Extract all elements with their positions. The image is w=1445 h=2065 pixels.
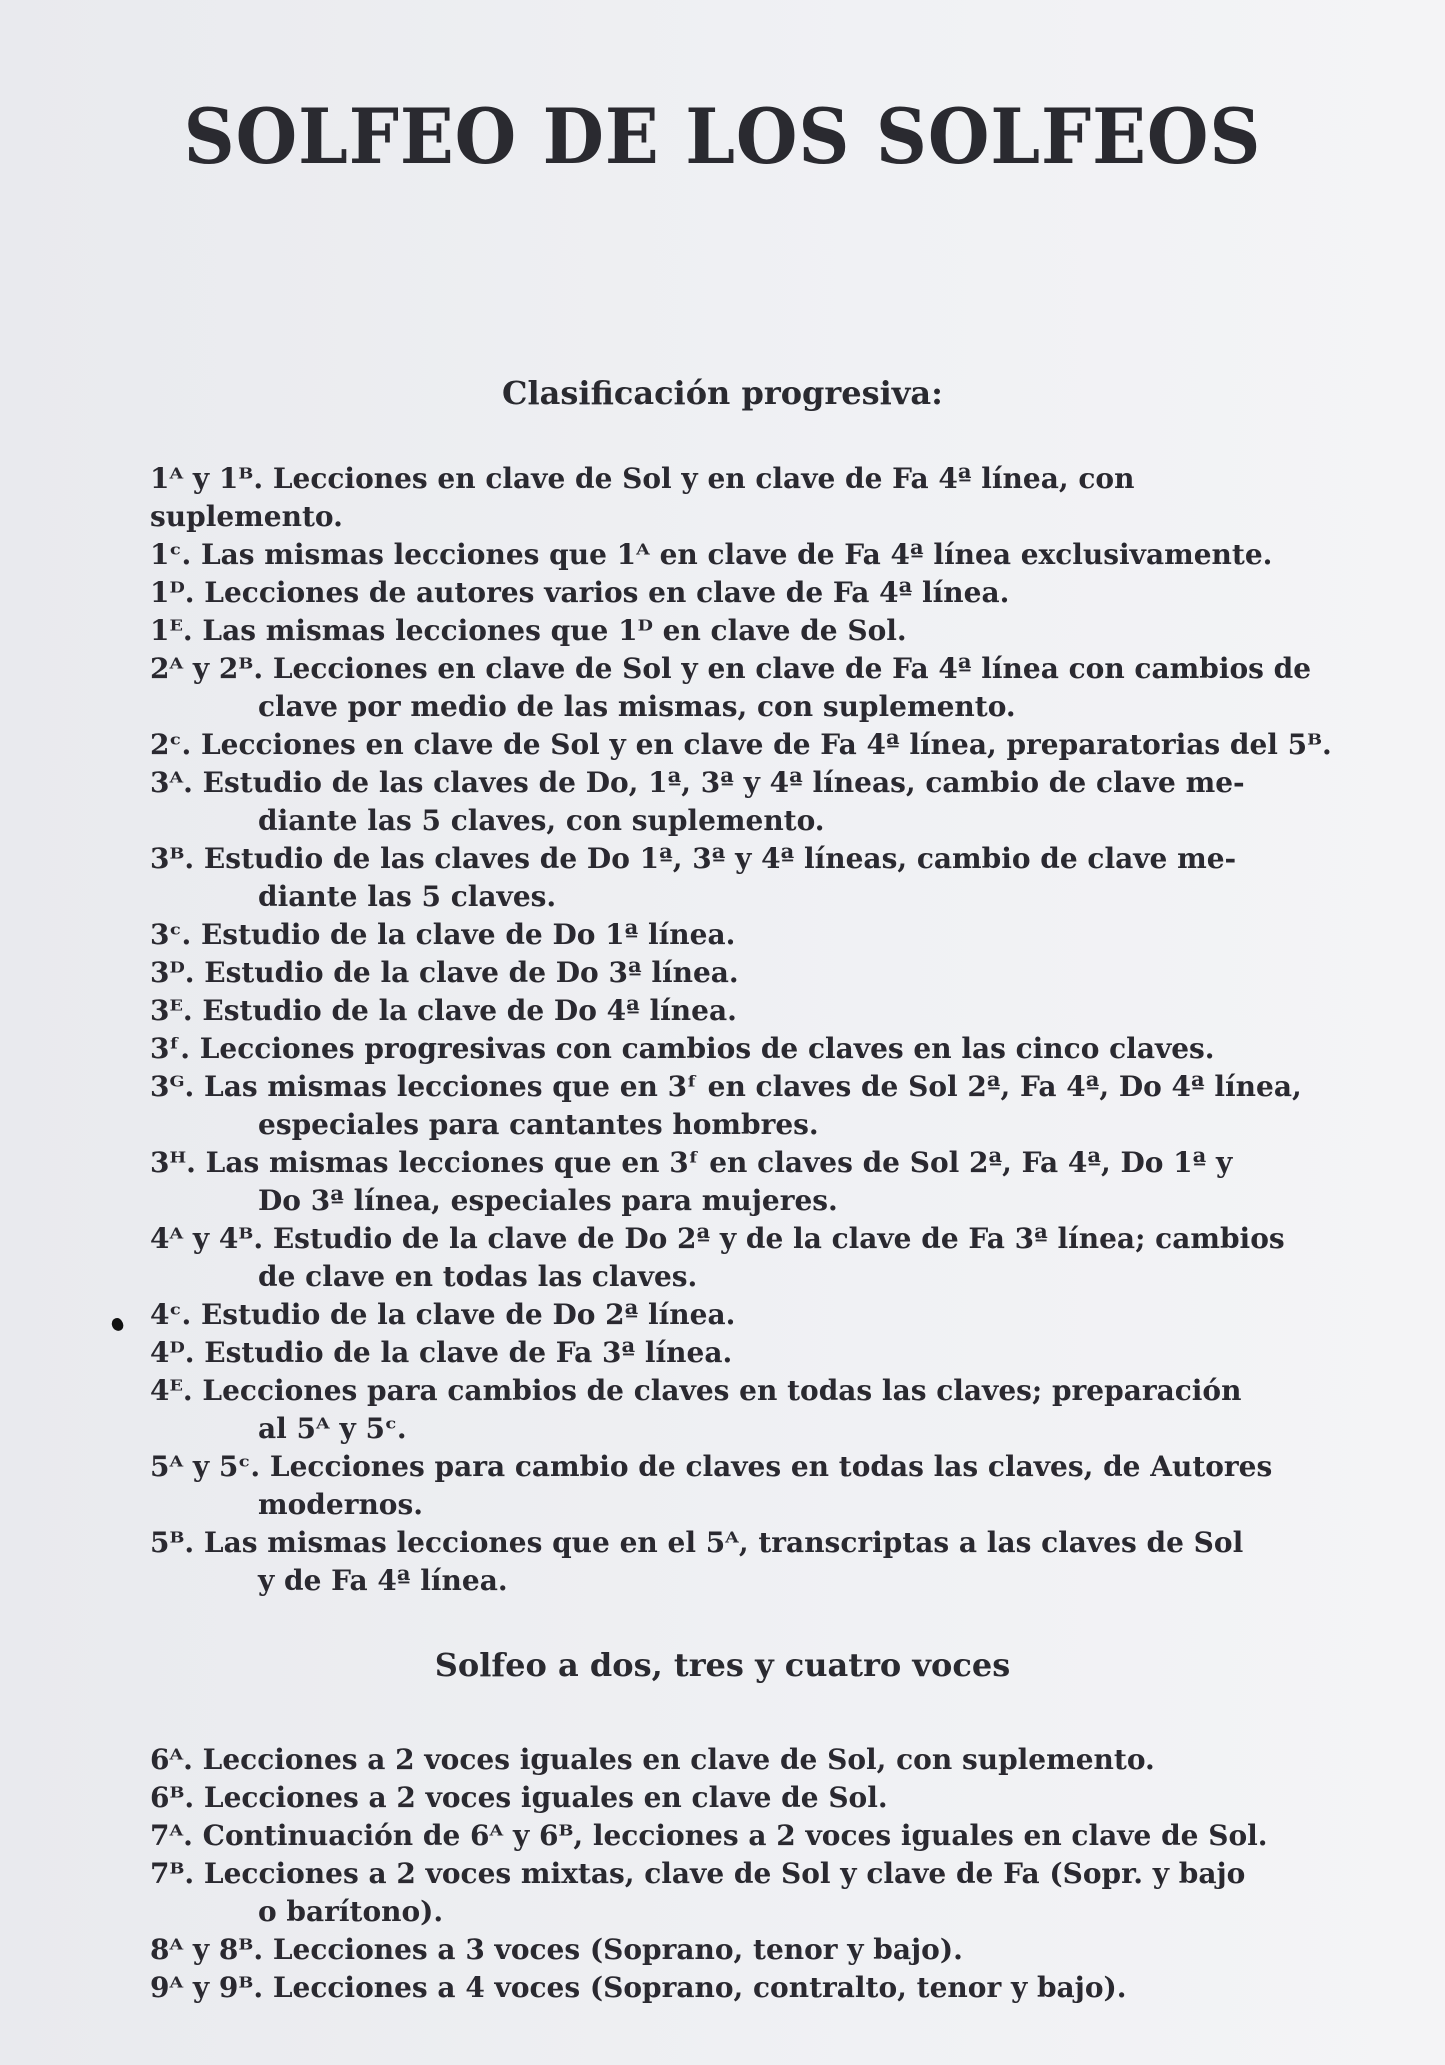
list-item (150, 764, 1335, 840)
item-text: Lecciones en clave de Sol y en clave de Fa 4ª línea, con suplemento. (150, 462, 1135, 533)
item-text: Estudio de las claves de Do, 1ª, 3ª y 4ª líneas, cambio de clave me- (202, 766, 1245, 799)
list-item (150, 1969, 1335, 2007)
list-item (150, 1741, 1335, 1779)
list-item (150, 954, 1335, 992)
item-code: 1ᴬ y 1ᴮ. (150, 462, 264, 495)
item-text: Lecciones a 2 voces iguales en clave de Sol. (203, 1781, 888, 1814)
item-text: Estudio de la clave de Fa 3ª línea. (204, 1336, 733, 1369)
voices-list (150, 1741, 1335, 2007)
item-code: 3ᶠ. (150, 1032, 190, 1065)
list-item (150, 1817, 1335, 1855)
item-code: 1ᴱ. (150, 614, 193, 647)
list-item (150, 1779, 1335, 1817)
item-code: 3ᴳ. (150, 1070, 195, 1103)
ink-dot-mark (110, 1317, 125, 1333)
item-text: Estudio de la clave de Do 2ª línea. (200, 1298, 736, 1331)
item-text: Las mismas lecciones que en 3ᶠ en claves de Sol 2ª, Fa 4ª, Do 4ª línea, (204, 1070, 1302, 1103)
list-item (150, 1144, 1335, 1220)
item-code: 4ᶜ. (150, 1298, 192, 1331)
item-code: 1ᶜ. (150, 538, 192, 571)
item-text: Estudio de la clave de Do 2ª y de la clave de Fa 3ª línea; cambios (272, 1222, 1285, 1255)
list-item (150, 1931, 1335, 1969)
item-code: 9ᴬ y 9ᴮ. (150, 1971, 264, 2004)
item-continuation: diante las 5 claves, con suplemento. (258, 804, 825, 837)
item-code: 4ᴰ. (150, 1336, 195, 1369)
item-text: Lecciones a 3 voces (Soprano, tenor y bajo). (272, 1933, 963, 1966)
item-text: Lecciones para cambios de claves en todas las claves; preparación (202, 1374, 1242, 1407)
item-continuation: de clave en todas las claves. (258, 1260, 698, 1293)
item-text: Las mismas lecciones que 1ᴬ en clave de Fa 4ª línea exclusivamente. (200, 538, 1273, 571)
item-code: 1ᴰ. (150, 576, 195, 609)
item-text: Estudio de las claves de Do 1ª, 3ª y 4ª líneas, cambio de clave me- (203, 842, 1237, 875)
list-item (150, 460, 1335, 536)
item-text: Las mismas lecciones que en el 5ᴬ, transcriptas a las claves de Sol (203, 1526, 1244, 1559)
item-code: 5ᴬ y 5ᶜ. (150, 1450, 261, 1483)
list-item (150, 574, 1335, 612)
item-continuation: clave por medio de las mismas, con suplemento. (258, 690, 1016, 723)
list-item (150, 1524, 1335, 1600)
item-code: 5ᴮ. (150, 1526, 195, 1559)
item-text: Lecciones a 4 voces (Soprano, contralto, tenor y bajo). (272, 1971, 1127, 2004)
item-code: 4ᴱ. (150, 1374, 193, 1407)
item-continuation: o barítono). (258, 1895, 444, 1928)
item-continuation: al 5ᴬ y 5ᶜ. (258, 1412, 407, 1445)
list-item (150, 1068, 1335, 1144)
item-text: Las mismas lecciones que 1ᴰ en clave de Sol. (202, 614, 907, 647)
section-heading-clasificacion: Clasificación progresiva: (502, 374, 943, 412)
item-code: 2ᶜ. (150, 728, 192, 761)
item-text: Lecciones en clave de Sol y en clave de Fa 4ª línea, preparatorias del 5ᴮ. (200, 728, 1332, 761)
item-code: 3ᴰ. (150, 956, 195, 989)
item-code: 6ᴬ. (150, 1743, 193, 1776)
item-continuation: especiales para cantantes hombres. (258, 1108, 819, 1141)
list-item (150, 916, 1335, 954)
item-code: 3ᴴ. (150, 1146, 196, 1179)
list-item (150, 1220, 1335, 1296)
item-text: Lecciones en clave de Sol y en clave de Fa 4ª línea con cambios de (272, 652, 1312, 685)
item-text: Lecciones progresivas con cambios de claves en las cinco claves. (199, 1032, 1215, 1065)
item-text: Lecciones de autores varios en clave de Fa 4ª línea. (204, 576, 1010, 609)
list-item (150, 1334, 1335, 1372)
item-continuation: Do 3ª línea, especiales para mujeres. (258, 1184, 838, 1217)
item-code: 3ᴱ. (150, 994, 193, 1027)
item-code: 8ᴬ y 8ᴮ. (150, 1933, 264, 1966)
item-continuation: modernos. (258, 1488, 423, 1521)
item-code: 6ᴮ. (150, 1781, 195, 1814)
item-code: 3ᴮ. (150, 842, 195, 875)
list-item (150, 1372, 1335, 1448)
item-code: 7ᴬ. (150, 1819, 193, 1852)
item-text: Lecciones para cambio de claves en todas las claves, de Autores (269, 1450, 1273, 1483)
item-code: 3ᶜ. (150, 918, 192, 951)
item-text: Lecciones a 2 voces iguales en clave de Sol, con suplemento. (202, 1743, 1155, 1776)
item-text: Estudio de la clave de Do 1ª línea. (200, 918, 736, 951)
classification-list (150, 460, 1335, 1600)
list-item (150, 612, 1335, 650)
list-item (150, 536, 1335, 574)
item-continuation: y de Fa 4ª línea. (258, 1564, 508, 1597)
list-item (150, 1448, 1335, 1524)
list-item (150, 1030, 1335, 1068)
list-item (150, 650, 1335, 726)
item-text: Las mismas lecciones que en 3ᶠ en claves de Sol 2ª, Fa 4ª, Do 1ª y (205, 1146, 1233, 1179)
list-item (150, 726, 1335, 764)
item-text: Lecciones a 2 voces mixtas, clave de Sol y clave de Fa (Sopr. y bajo (203, 1857, 1246, 1890)
list-item (150, 1855, 1335, 1931)
item-text: Estudio de la clave de Do 3ª línea. (204, 956, 739, 989)
item-text: Estudio de la clave de Do 4ª línea. (202, 994, 737, 1027)
item-code: 7ᴮ. (150, 1857, 195, 1890)
item-code: 4ᴬ y 4ᴮ. (150, 1222, 264, 1255)
item-text: Continuación de 6ᴬ y 6ᴮ, lecciones a 2 voces iguales en clave de Sol. (202, 1819, 1268, 1852)
item-code: 3ᴬ. (150, 766, 193, 799)
section-heading-voces: Solfeo a dos, tres y cuatro voces (434, 1646, 1011, 1684)
item-code: 2ᴬ y 2ᴮ. (150, 652, 264, 685)
list-item (150, 1296, 1335, 1334)
item-continuation: diante las 5 claves. (258, 880, 557, 913)
page-title: SOLFEO DE LOS SOLFEOS (183, 92, 1262, 181)
list-item (150, 992, 1335, 1030)
list-item (150, 840, 1335, 916)
